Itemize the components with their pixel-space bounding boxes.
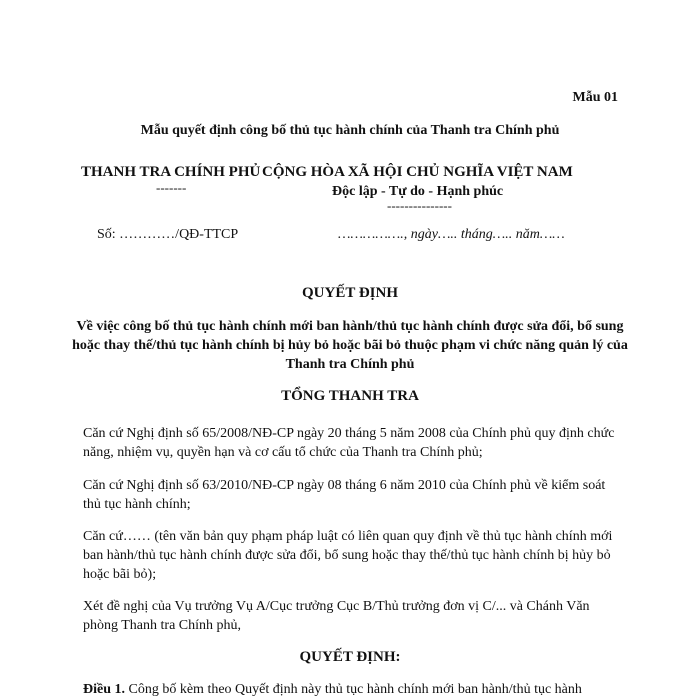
agency-separator: -------: [156, 180, 187, 195]
form-number: Mẫu 01: [572, 90, 618, 105]
issuing-authority: TỔNG THANH TRA: [281, 388, 419, 404]
decision-subject: Về việc công bố thủ tục hành chính mới ban hành/thủ tục hành chính được sửa đổi, bổ sung hoặc thay thế/thủ tục hành chính bị hủy bỏ hoặc bãi bỏ thuộc phạm vi chức năng quản lý của Thanh tra Chính phủ: [72, 319, 628, 372]
preamble-paragraph: Căn cứ…… (tên văn bản quy phạm pháp luật có liên quan quy định về thủ tục hành chính mới ban hành/thủ tục hành chính được sửa đổi, bổ sung hoặc thay thế/thủ tục hành chính bị hủy bỏ hoặc bãi bỏ);: [83, 529, 613, 582]
decides-heading: QUYẾT ĐỊNH:: [299, 649, 401, 665]
nation-name: CỘNG HÒA XÃ HỘI CHỦ NGHĨA VIỆT NAM: [262, 164, 573, 180]
article-1-text: Công bố kèm theo Quyết định này thủ tục hành chính mới ban hành/thủ tục hành: [125, 682, 582, 697]
preamble-paragraph: Căn cứ Nghị định số 63/2010/NĐ-CP ngày 08 tháng 6 năm 2010 của Chính phủ về kiểm soát thủ tục hành chính;: [83, 478, 606, 512]
document-number: Số: …………/QĐ-TTCP: [97, 227, 239, 242]
national-motto: Độc lập - Tự do - Hạnh phúc: [332, 184, 504, 199]
place-date: ……………., ngày….. tháng….. năm……: [338, 227, 565, 242]
article-1-label: Điều 1.: [83, 682, 125, 697]
agency-name: THANH TRA CHÍNH PHỦ: [81, 164, 261, 180]
form-title: Mẫu quyết định công bố thủ tục hành chính của Thanh tra Chính phủ: [140, 123, 560, 138]
motto-separator: ---------------: [387, 198, 452, 213]
preamble-paragraph: Căn cứ Nghị định số 65/2008/NĐ-CP ngày 20 tháng 5 năm 2008 của Chính phủ quy định chức năng, nhiệm vụ, quyền hạn và cơ cấu tổ chức của Thanh tra Chính phủ;: [83, 426, 615, 460]
article-1: [83, 682, 582, 698]
preamble-paragraph: Xét đề nghị của Vụ trưởng Vụ A/Cục trưởng Cục B/Thủ trưởng đơn vị C/... và Chánh Văn phòng Thanh tra Chính phủ,: [83, 599, 590, 633]
decision-heading: QUYẾT ĐỊNH: [302, 285, 398, 301]
